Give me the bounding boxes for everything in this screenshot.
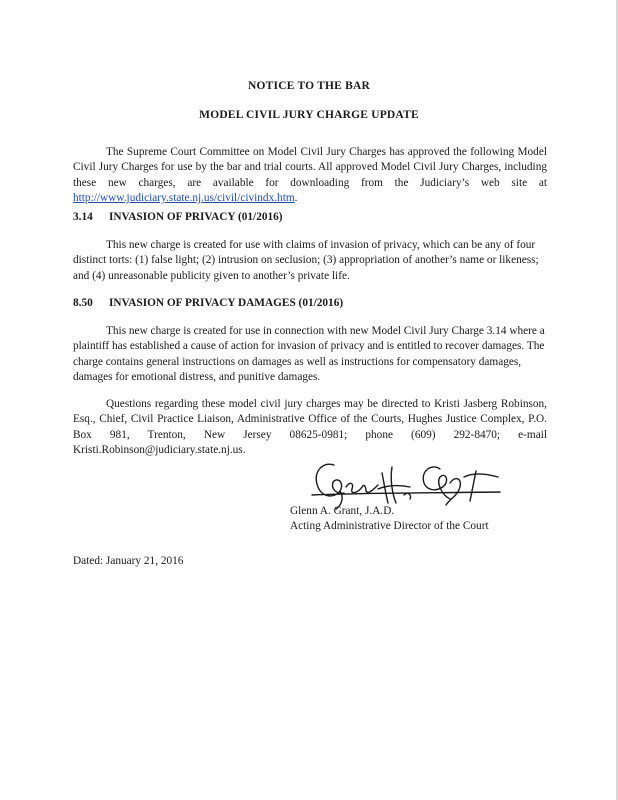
- section-number: 8.50: [73, 297, 93, 309]
- section-title: INVASION OF PRIVACY DAMAGES (01/2016): [109, 297, 344, 309]
- intro-text: The Supreme Court Committee on Model Civil Jury Charges has approved the following Model Civil Jury Charges for use by the bar and trial courts. All approved Model Civil Jury Charges, including these new charges, are available for downloading from the Judiciary’s web site at: [73, 146, 547, 189]
- section-body-3-14: This new charge is created for use with claims of invasion of privacy, which can be any of four distinct torts: (1) false light; (2) intrusion on seclusion; (3) appropriation of another’s name or likeness; and (4) unreasonable publicity given to another’s private life.: [73, 239, 539, 282]
- section-body-8-50: This new charge is created for use in connection with new Model Civil Jury Charge 3.14 where a plaintiff has established a cause of action for invasion of privacy and is entitled to recover damages. The charge contains general instructions on damages as well as instructions for compensatory damages, damages for emotional distress, and punitive damages.: [73, 325, 545, 383]
- signatory-role: Acting Administrative Director of the Court: [290, 520, 489, 533]
- dated-line: Dated: January 21, 2016: [73, 555, 184, 567]
- intro-paragraph: [73, 145, 547, 206]
- section-heading-8-50: [73, 297, 343, 309]
- section-number: 3.14: [73, 211, 93, 223]
- contact-paragraph: Questions regarding these model civil jury charges may be directed to Kristi Jasberg Robinson, Esq., Chief, Civil Practice Liaison, Administrative Office of the Courts, Hughes Justice Complex, P.O. Box 981, Trenton, New Jersey 08625-0981; phone (609) 292-8470; e-mail Kristi.Robinson@judiciary.state.nj.us.: [73, 398, 547, 456]
- signatory-name: Glenn A. Grant, J.A.D.: [290, 505, 395, 517]
- signature-block: [290, 504, 489, 535]
- judiciary-link[interactable]: http://www.judiciary.state.nj.us/civil/civindx.htm: [73, 191, 295, 204]
- section-heading-3-14: [73, 211, 283, 223]
- section-title: INVASION OF PRIVACY (01/2016): [109, 211, 283, 223]
- intro-end: .: [294, 191, 298, 204]
- notice-subtitle: MODEL CIVIL JURY CHARGE UPDATE: [199, 109, 419, 121]
- notice-title: NOTICE TO THE BAR: [248, 80, 370, 92]
